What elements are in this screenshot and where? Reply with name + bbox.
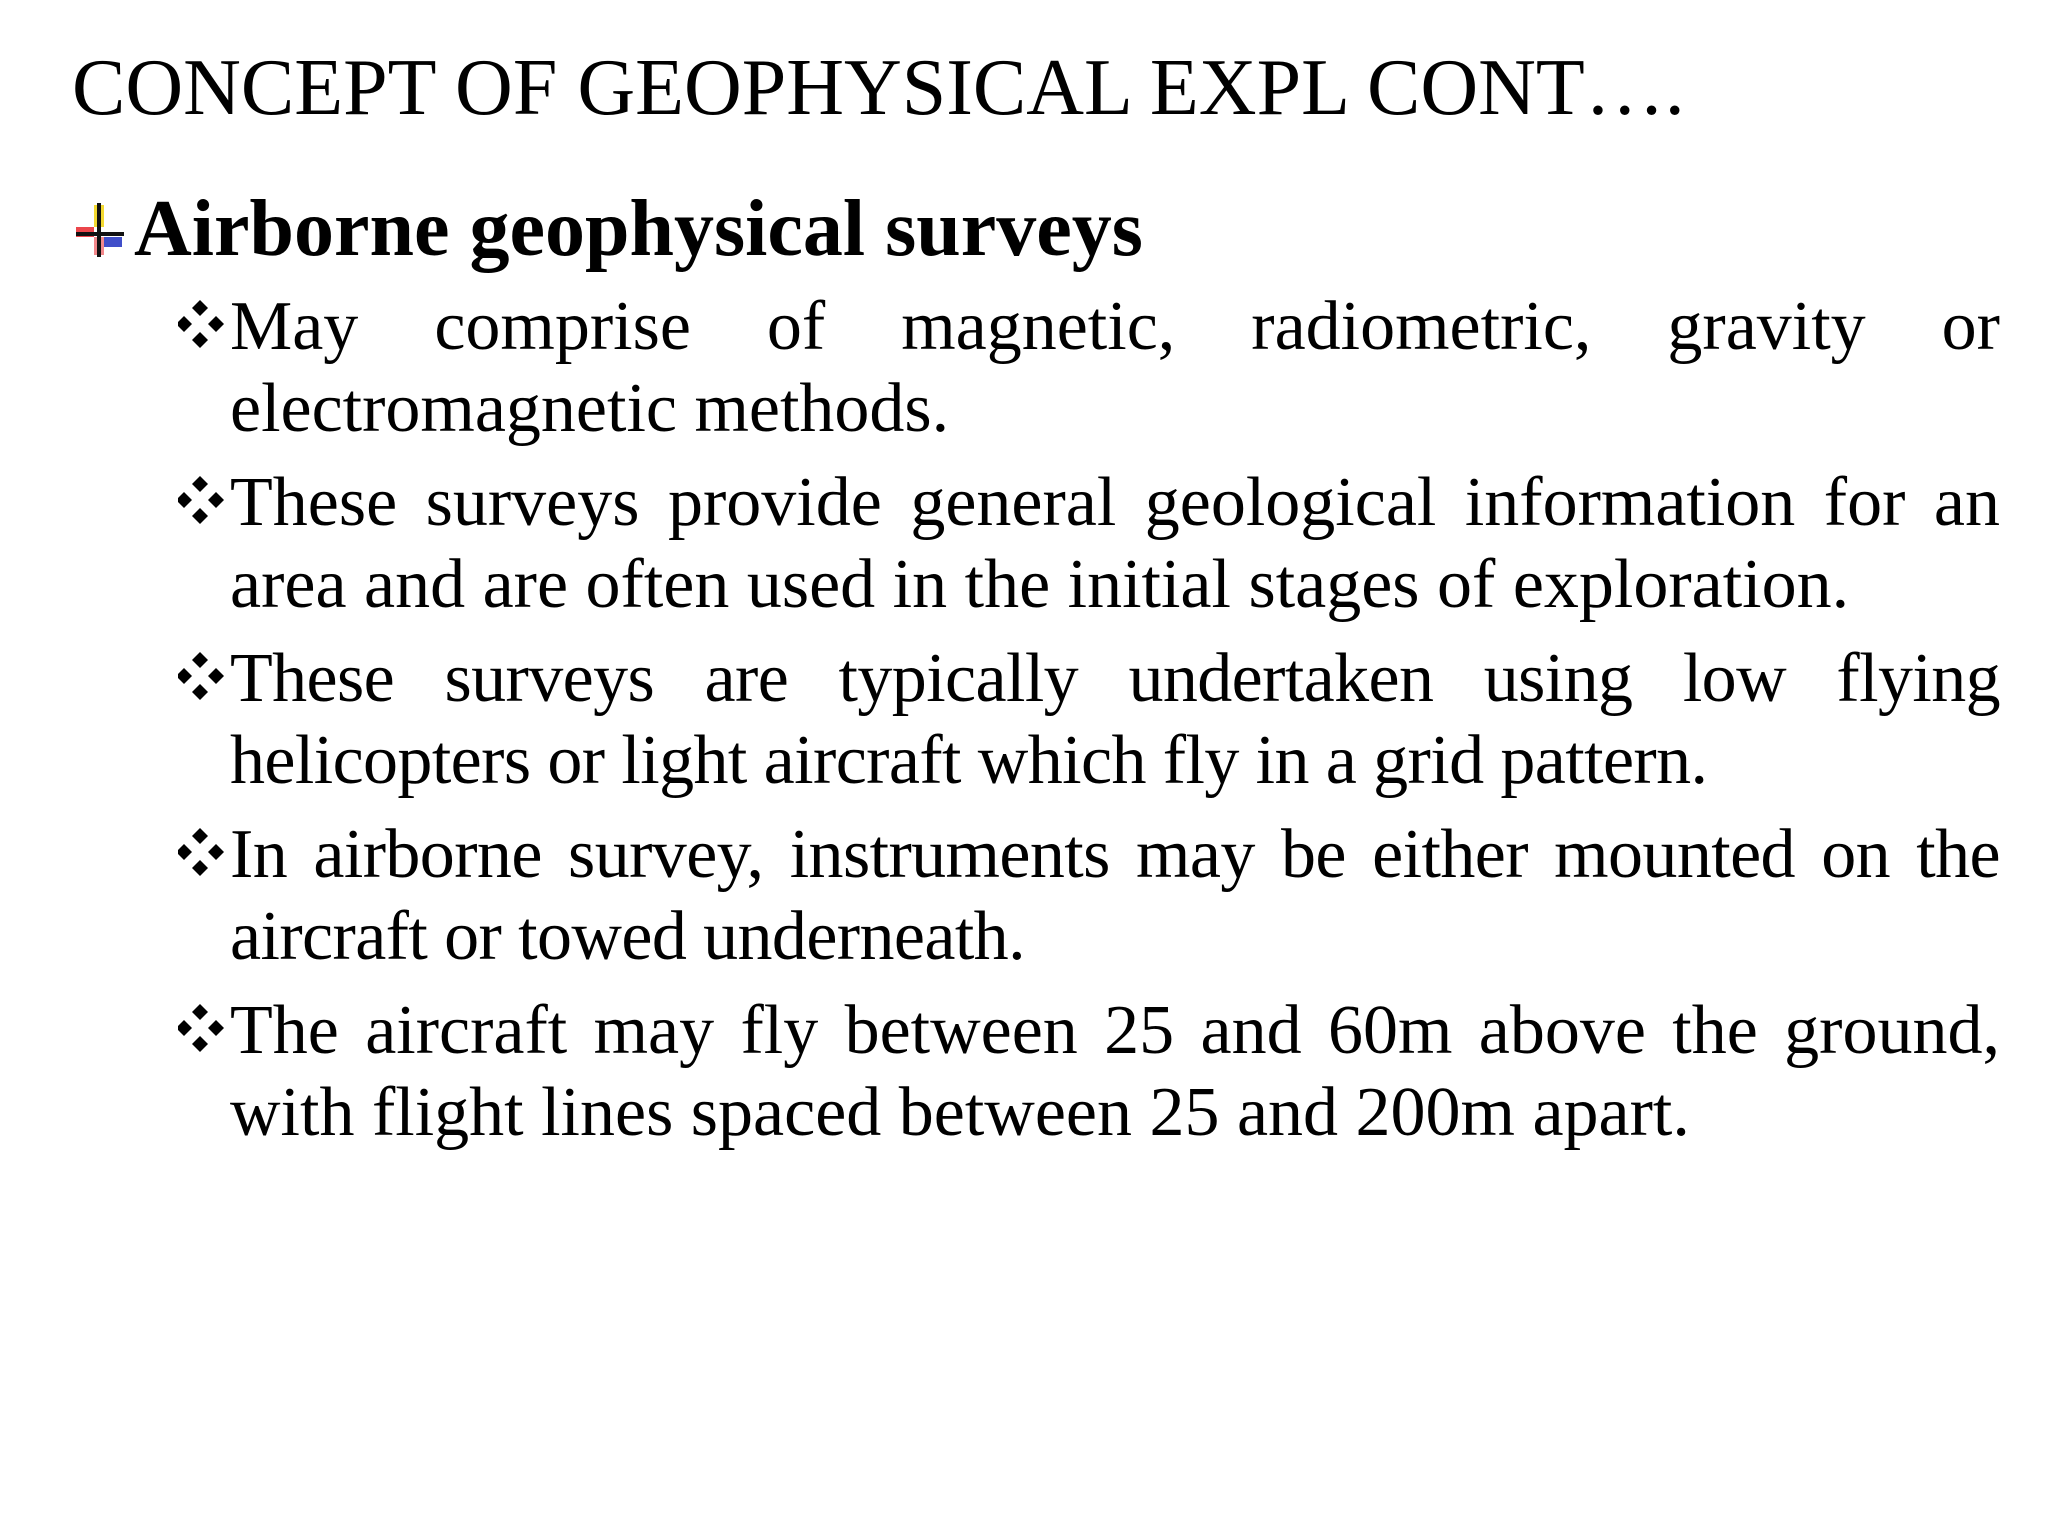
bullet-text: These surveys provide general geological information for an area and are often used in the initial stages of exploration. xyxy=(230,464,2000,623)
four-diamond-bullet-icon xyxy=(178,826,230,878)
list-item xyxy=(178,814,2000,978)
bullet-list xyxy=(178,286,2000,1166)
bullet-text: In airborne survey, instruments may be either mounted on the aircraft or towed underneath. xyxy=(230,816,2000,975)
cross-bullet-icon xyxy=(72,199,128,259)
list-item xyxy=(178,286,2000,450)
four-diamond-bullet-icon xyxy=(178,474,230,526)
four-diamond-bullet-icon xyxy=(178,1002,230,1054)
bullet-text: May comprise of magnetic, radiometric, gravity or electromagnetic methods. xyxy=(230,288,2000,447)
slide-title: CONCEPT OF GEOPHYSICAL EXPL CONT…. xyxy=(72,44,1685,132)
four-diamond-bullet-icon xyxy=(178,650,230,702)
bullet-text: The aircraft may fly between 25 and 60m above the ground, with flight lines spaced between 25 and 200m apart. xyxy=(230,992,2000,1151)
list-item xyxy=(178,462,2000,626)
bullet-text: These surveys are typically undertaken using low flying helicopters or light aircraft which fly in a grid pattern. xyxy=(230,640,2000,799)
section-heading-text: Airborne geophysical surveys xyxy=(134,185,1143,273)
four-diamond-bullet-icon xyxy=(178,298,230,350)
list-item xyxy=(178,638,2000,802)
list-item xyxy=(178,990,2000,1154)
section-heading xyxy=(72,184,1143,274)
